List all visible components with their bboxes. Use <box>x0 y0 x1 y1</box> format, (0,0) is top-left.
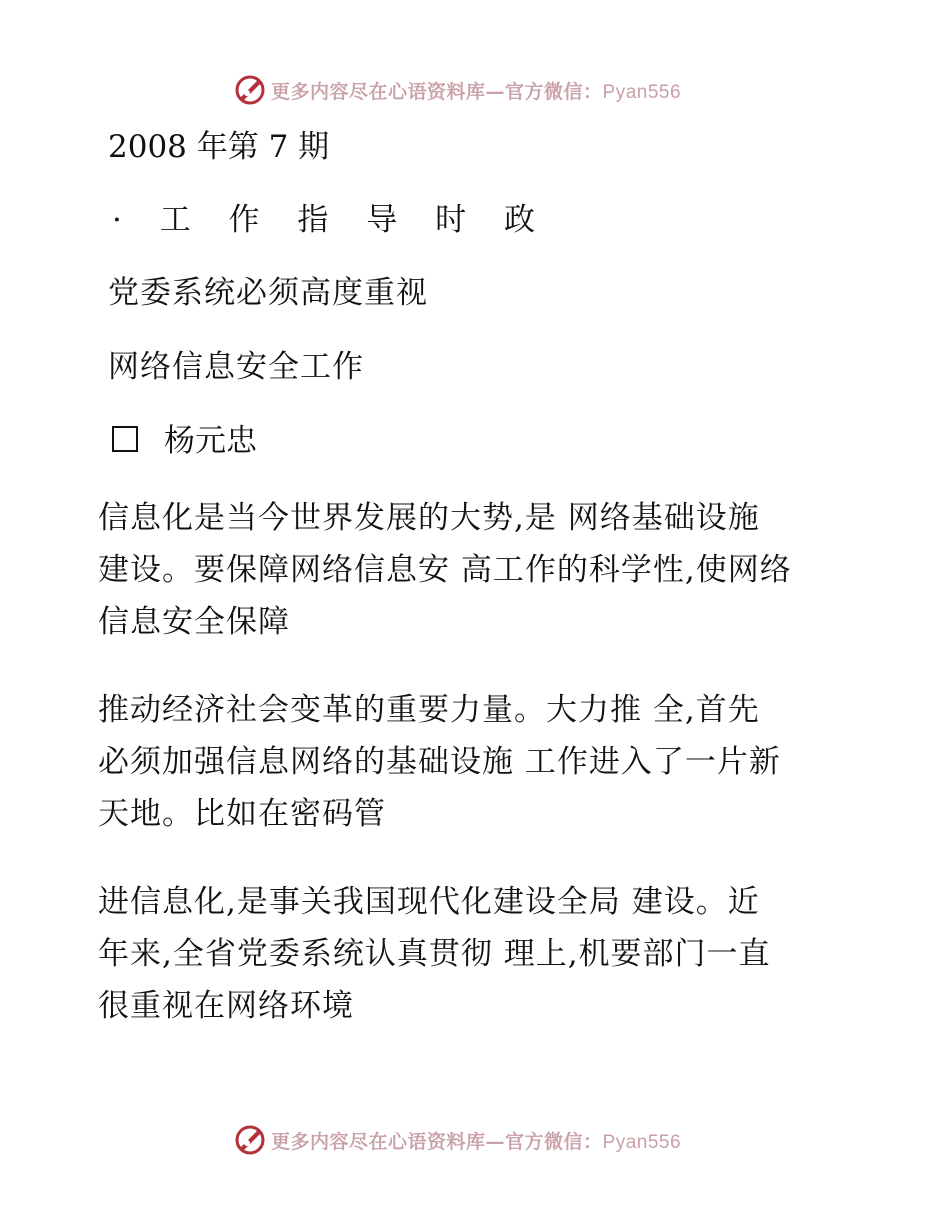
square-bullet-icon <box>112 426 138 452</box>
paragraph-line: 推动经济社会变革的重要力量。大力推 全,首先 <box>98 692 760 728</box>
paragraph-line: 进信息化,是事关我国现代化建设全局 建设。近 <box>98 884 760 920</box>
author-line <box>108 418 257 464</box>
logo-icon <box>233 1123 267 1157</box>
watermark-banner-bottom <box>233 1122 713 1158</box>
paragraph-2 <box>98 684 858 840</box>
watermark-banner-top <box>233 72 713 108</box>
paragraph-line: 很重视在网络环境 <box>98 988 354 1024</box>
column-heading: · 工 作 指 导 时 政 <box>112 202 549 238</box>
author-name: 杨元忠 <box>164 423 257 459</box>
paragraph-line: 建设。要保障网络信息安 高工作的科学性,使网络 <box>98 552 792 588</box>
paragraph-line: 信息化是当今世界发展的大势,是 网络基础设施 <box>98 500 760 536</box>
paragraph-1 <box>98 492 858 648</box>
issue-number: 2008 年第 7 期 <box>108 129 330 165</box>
article-title-line-1: 党委系统必须高度重视 <box>108 275 428 311</box>
watermark-text: 更多内容尽在心语资料库—官方微信：Pyan556 <box>271 80 682 103</box>
paragraph-3 <box>98 876 858 1032</box>
article-title-line-2: 网络信息安全工作 <box>108 349 364 385</box>
logo-icon <box>233 73 267 107</box>
watermark-text: 更多内容尽在心语资料库—官方微信：Pyan556 <box>271 1130 682 1153</box>
paragraph-line: 信息安全保障 <box>98 604 290 640</box>
paragraph-line: 天地。比如在密码管 <box>98 796 386 832</box>
paragraph-line: 年来,全省党委系统认真贯彻 理上,机要部门一直 <box>98 936 771 972</box>
paragraph-line: 必须加强信息网络的基础设施 工作进入了一片新 <box>98 744 781 780</box>
